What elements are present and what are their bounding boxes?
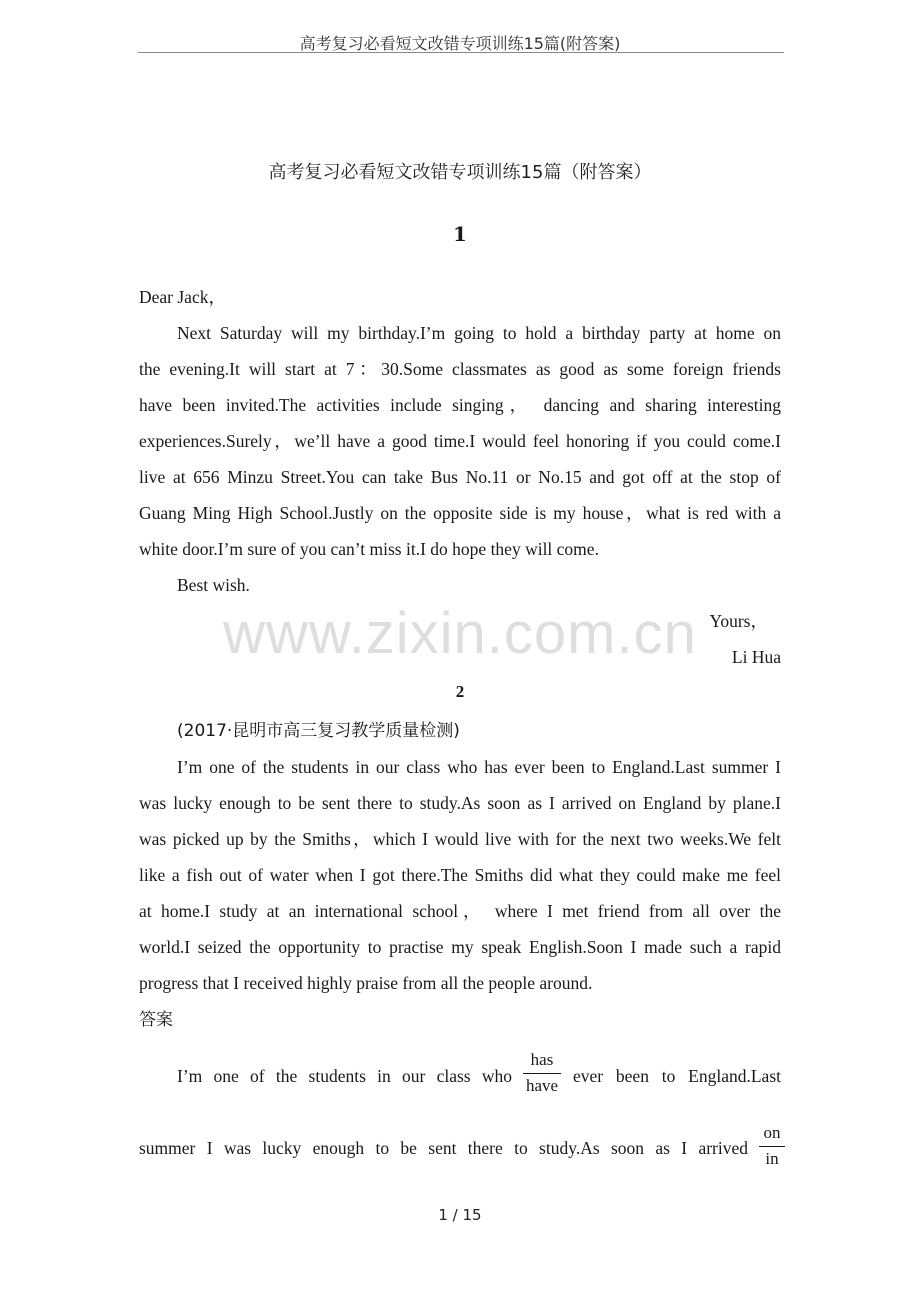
- answer-line-2: summer I was lucky enough to be sent there to study.As soon as I arrived: [139, 1138, 748, 1158]
- correction-1-right: have: [525, 1076, 559, 1095]
- letter-signature: Li Hua: [731, 647, 781, 667]
- running-header: 高考复习必看短文改错专项训练15篇(附答案): [299, 34, 621, 53]
- section-1-line-2: the evening.It will start at 7：30.Some classmates as good as some foreign friends: [139, 359, 781, 379]
- correction-2-right: in: [765, 1149, 779, 1168]
- document-title: 高考复习必看短文改错专项训练15篇（附答案）: [268, 162, 652, 183]
- section-1-line-6: Guang Ming High School.Justly on the opposite side is my house，what is red with a: [139, 503, 781, 523]
- section-2-line-4: like a fish out of water when I got there.The Smiths did what they could make me feel: [139, 865, 781, 885]
- answer-line-1-after: ever been to England.Last: [573, 1066, 781, 1086]
- header-divider: [138, 52, 784, 53]
- section-1-line-4: experiences.Surely，we’ll have a good time.I would feel honoring if you could come.I: [139, 431, 781, 451]
- section-2-line-6: world.I seized the opportunity to practise my speak English.Soon I made such a rapid: [139, 937, 781, 957]
- letter-closing: Best wish.: [177, 575, 250, 595]
- section-1-line-1: Next Saturday will my birthday.I’m going to hold a birthday party at home on: [177, 323, 781, 343]
- section-1-line-3: have been invited.The activities include singing， dancing and sharing interesting: [139, 395, 781, 415]
- section-1-number: 1: [453, 222, 467, 246]
- answer-line-1-before: I’m one of the students in our class who: [177, 1066, 512, 1086]
- section-1-line-7: white door.I’m sure of you can’t miss it.I do hope they will come.: [139, 539, 599, 559]
- letter-greeting: Dear Jack，: [139, 287, 226, 307]
- section-2-line-2: was lucky enough to be sent there to study.As soon as I arrived on England by plane.I: [139, 793, 781, 813]
- watermark: www.zixin.com.cn: [223, 601, 697, 666]
- section-2-line-3: was picked up by the Smiths，which I would live with for the next two weeks.We felt: [139, 829, 781, 849]
- section-2-number: 2: [455, 682, 465, 701]
- correction-2-wrong: on: [759, 1123, 785, 1147]
- correction-fraction-2: [759, 1123, 785, 1169]
- correction-fraction-1: [523, 1050, 561, 1096]
- section-2-line-5: at home.I study at an international school， where I met friend from all over the: [139, 901, 781, 921]
- section-1-line-5: live at 656 Minzu Street.You can take Bus No.11 or No.15 and got off at the stop of: [139, 467, 781, 487]
- page-number: 1 / 15: [438, 1206, 482, 1224]
- section-2-line-7: progress that I received highly praise from all the people around.: [139, 973, 593, 993]
- letter-yours: Yours，: [709, 611, 768, 631]
- section-2-line-1: I’m one of the students in our class who has ever been to England.Last summer I: [177, 757, 781, 777]
- correction-1-wrong: has: [523, 1050, 561, 1074]
- section-2-source: (2017·昆明市高三复习教学质量检测): [177, 721, 460, 741]
- answer-heading: 答案: [139, 1010, 173, 1030]
